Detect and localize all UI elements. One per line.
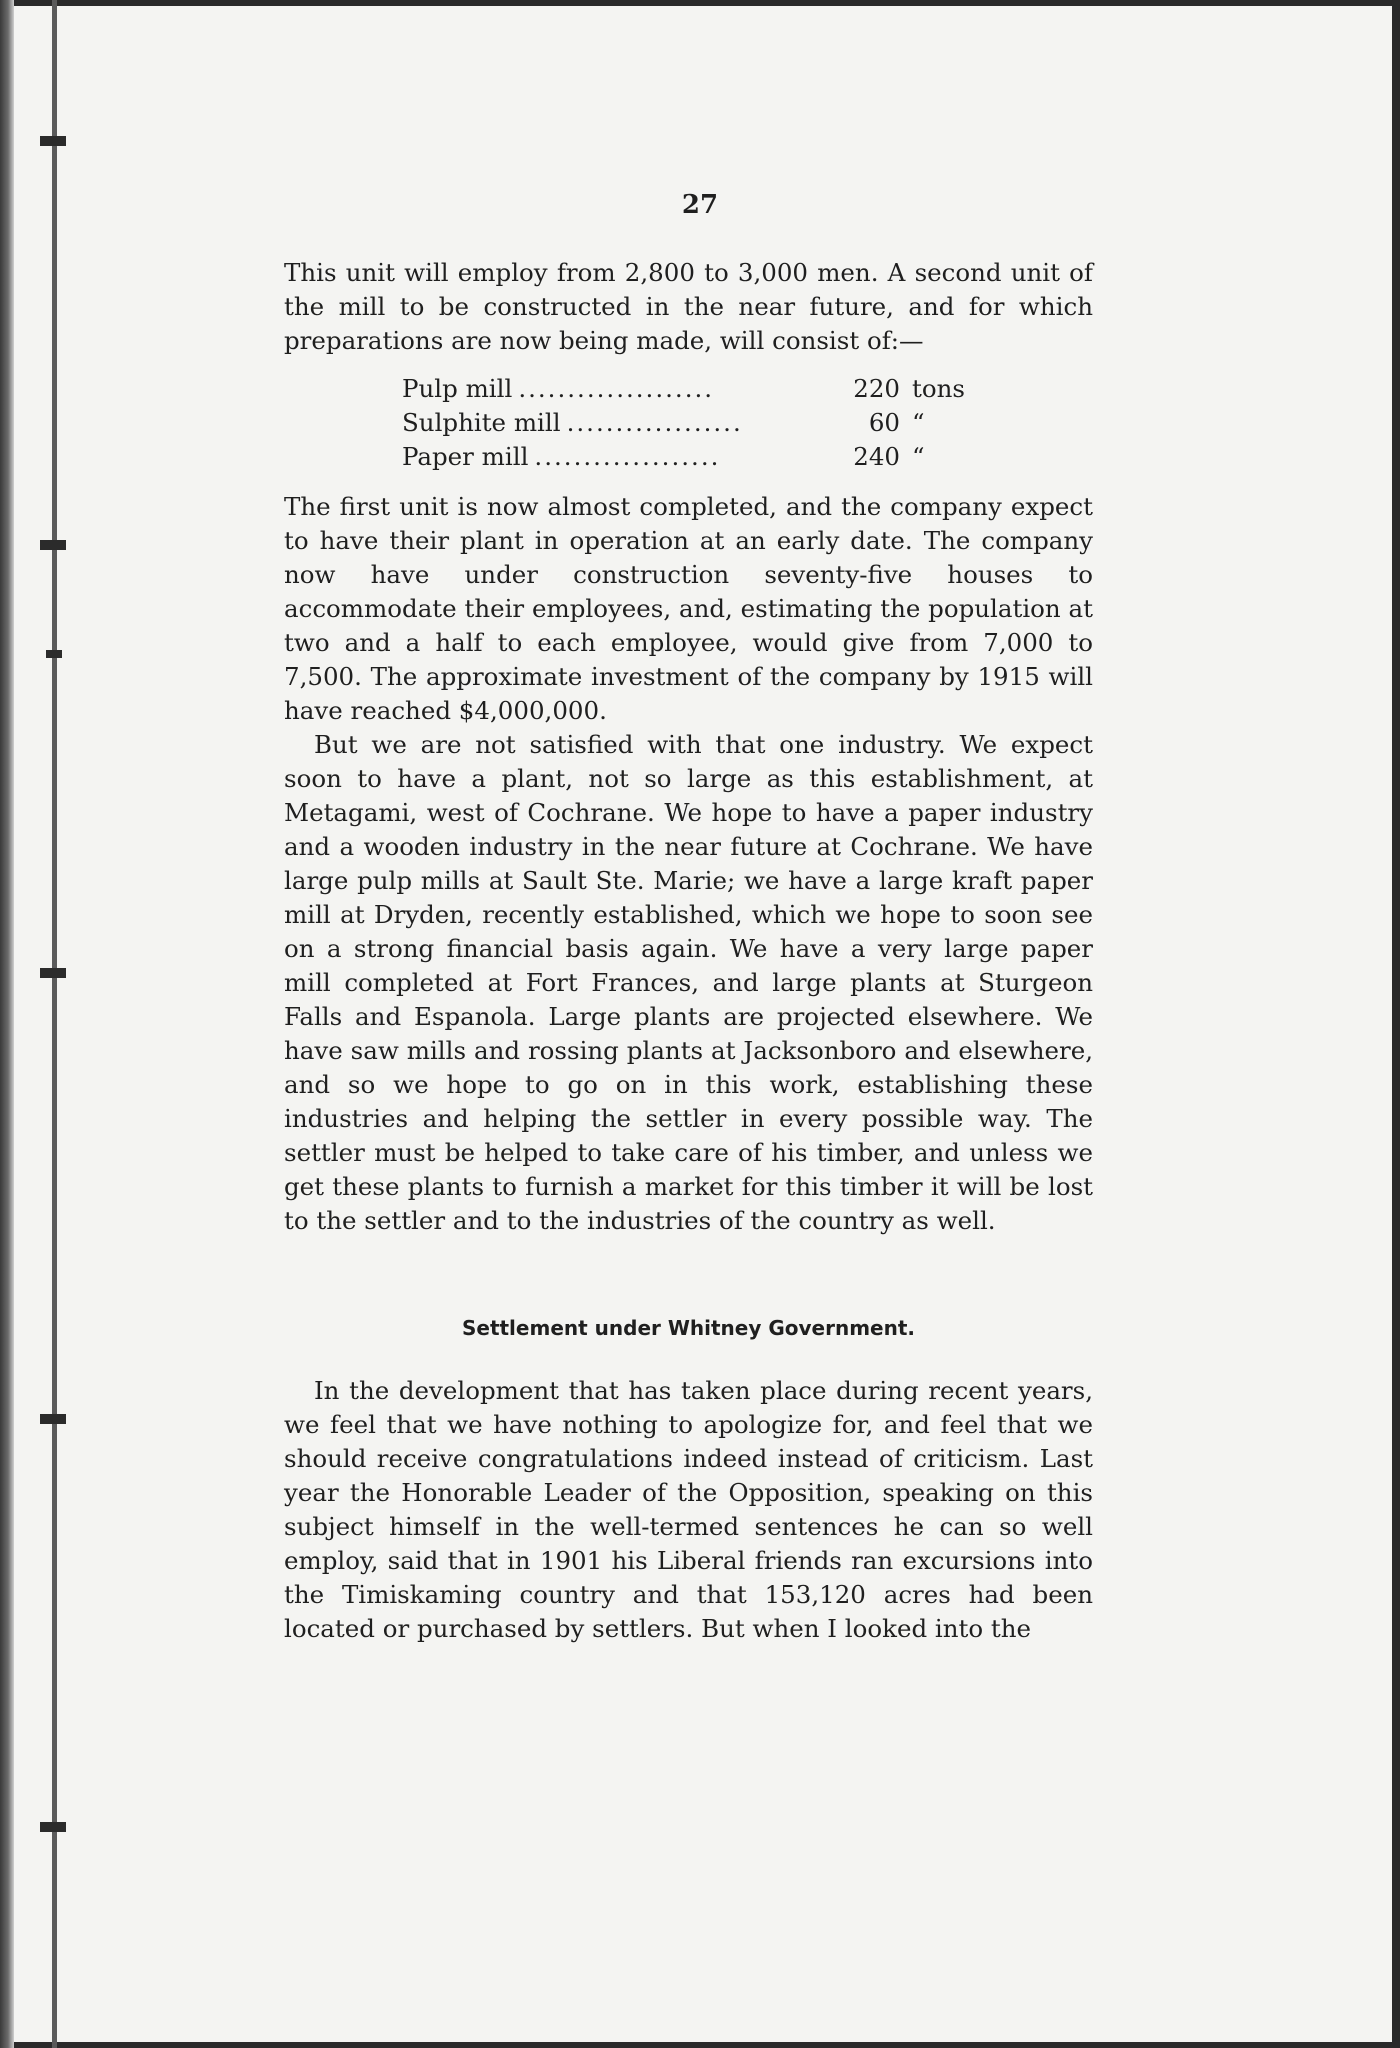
unit-name: Sulphite mill: [402, 408, 561, 437]
scan-edge-left: [0, 0, 14, 2048]
leader-dots: ..................: [566, 408, 743, 437]
scan-edge-bottom: [0, 2042, 1400, 2048]
scan-edge-top: [0, 0, 1400, 6]
mill-unit-row: [402, 406, 982, 440]
section-heading: Settlement under Whitney Government.: [461, 1316, 916, 1340]
binding-mark: [40, 1414, 66, 1424]
binding-mark: [40, 136, 66, 146]
mill-unit-row: [402, 440, 982, 474]
binding-mark: [40, 1822, 66, 1832]
development-text-block: [284, 1374, 1093, 1646]
binding-mark: [40, 540, 66, 550]
mill-unit-row: [402, 372, 982, 406]
paragraph-industries: But we are not satisfied with that one industry. We expect soon to have a plant, not so large as this establishment, at Metagami, west of Cochrane. We hope to have a paper industry and a wooden industry in the near future at Cochrane. We have large pulp mills at Sault Ste. Marie; we have a large kraft paper mill at Dryden, recently established, which we hope to soon see on a strong financial basis again. We have a very large paper mill completed at Fort Frances, and large plants at Sturgeon Falls and Espanola. Large plants are projected elsewhere. We have saw mills and rossing plants at Jacksonboro and elsewhere, and so we hope to go on in this work, establishing these industries and helping the settler in every possible way. The settler must be helped to take care of his timber, and unless we get these plants to furnish a market for this timber it will be lost to the settler and to the industries of the country as well.: [284, 730, 1093, 1235]
unit-measure: tons: [912, 374, 965, 403]
book-binding: [52, 0, 57, 2048]
mill-units-table: [402, 372, 982, 474]
scan-edge-right: [1392, 0, 1400, 2048]
body-text-block: [284, 490, 1093, 1238]
unit-name: Paper mill: [402, 442, 529, 471]
unit-quantity: 240: [853, 442, 900, 471]
unit-measure: “: [912, 442, 925, 471]
leader-dots: ...................: [534, 442, 721, 471]
unit-quantity: 220: [853, 374, 900, 403]
binding-mark: [40, 968, 66, 978]
page-number: 27: [681, 190, 719, 220]
paragraph-first-unit: The first unit is now almost completed, and the company expect to have their plant in operation at an early date. The company now have under construction seventy-five houses to accommodate their employees, and, estimating the population at two and a half to each employee, would give from 7,000 to 7,500. The approximate investment of the company by 1915 will have reached $4,000,000.: [284, 492, 1093, 725]
intro-paragraph: This unit will employ from 2,800 to 3,000 men. A second unit of the mill to be constructed in the near future, and for which preparations are now being made, will consist of:—: [284, 258, 1093, 355]
leader-dots: ....................: [518, 374, 715, 403]
unit-name: Pulp mill: [402, 374, 513, 403]
unit-quantity: 60: [868, 408, 900, 437]
binding-mark: [46, 650, 62, 658]
intro-paragraph-block: [284, 256, 1093, 358]
paragraph-development: In the development that has taken place during recent years, we feel that we have nothing to apologize for, and feel that we should receive congratulations indeed instead of criticism. Last year the Honorable Leader of the Opposition, speaking on this subject himself in the well-termed sentences he can so well employ, said that in 1901 his Liberal friends ran excursions into the Timiskaming country and that 153,120 acres had been located or purchased by settlers. But when I looked into the: [284, 1376, 1093, 1643]
unit-measure: “: [912, 408, 925, 437]
